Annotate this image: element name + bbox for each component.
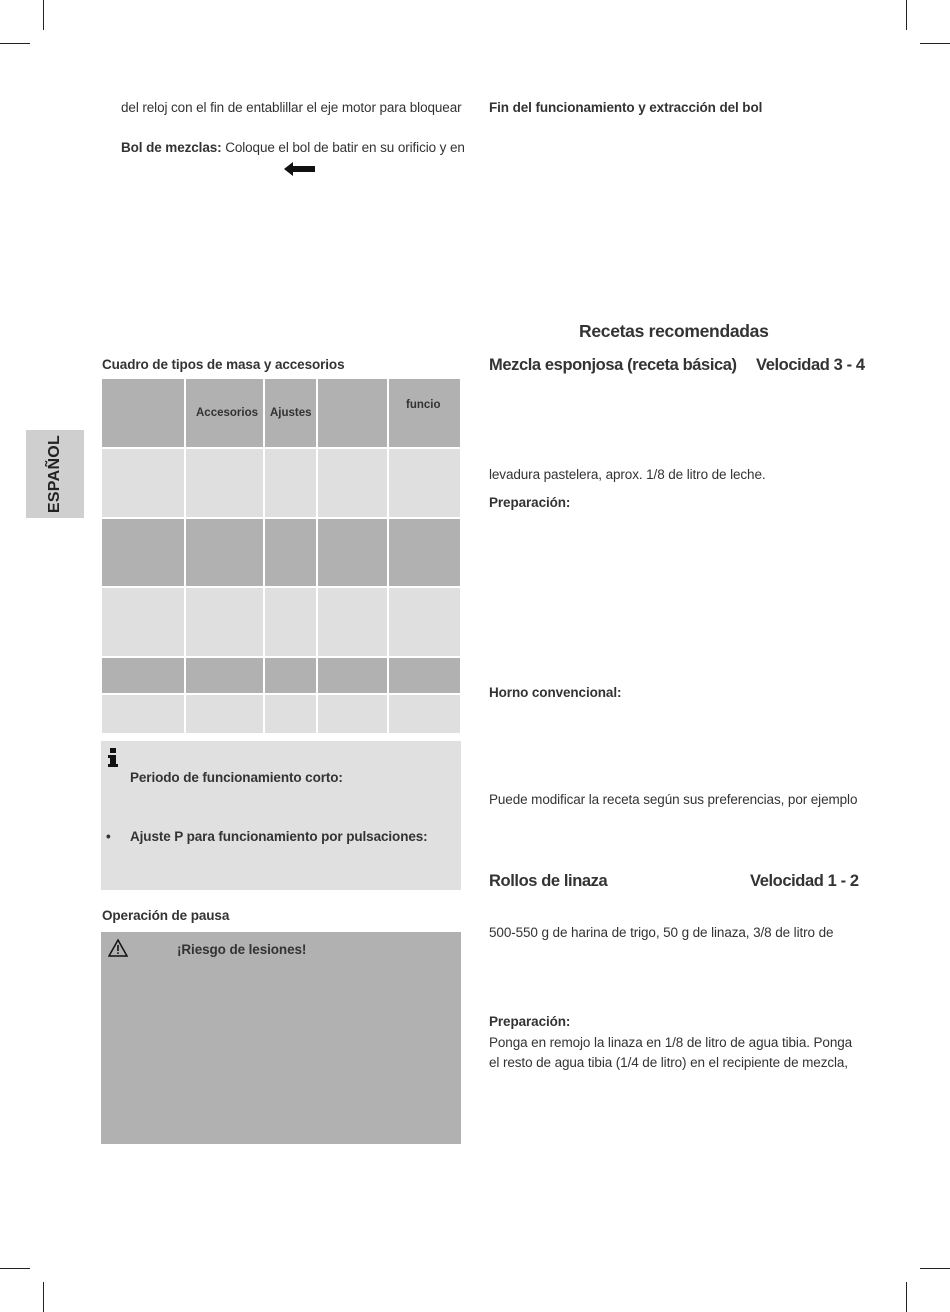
language-label: ESPAÑOL [46,434,63,514]
arrow-left-icon [284,162,316,176]
table-cell [389,658,460,693]
header-accesorios: Accesorios [196,407,259,419]
table-cell [389,588,460,656]
preparation-line: Ponga en remojo la linaza en 1/8 de litro de agua tibia. Ponga [489,1035,853,1050]
table-cell [186,588,263,656]
table-cell [186,449,263,517]
table-cell [318,588,387,656]
crop-mark [920,43,950,44]
table-cell [265,519,316,586]
chart-title: Cuadro de tipos de masa y accesorios [102,357,345,372]
info-box [101,741,461,890]
section-title: Fin del funcionamiento y extracción del bol [489,100,763,115]
table-cell [389,695,460,733]
header-funcio: funcio [406,399,441,411]
header-ajustes: Ajustes [270,407,312,419]
table-cell [102,588,184,656]
table-header-cell [389,379,460,447]
warning-title: ¡Riesgo de lesiones! [177,942,307,957]
table-cell [318,658,387,693]
modify-line: Puede modificar la receta según sus preferencias, por ejemplo [489,792,858,807]
preparation-label: Preparación: [489,495,571,510]
table-cell [102,449,184,517]
crop-mark [0,1268,30,1269]
recipe-name: Mezcla esponjosa (receta básica) [489,356,737,374]
table-cell [389,519,460,586]
crop-mark [43,1282,44,1312]
ingredients-line: 500-550 g de harina de trigo, 50 g de linaza, 3/8 de litro de [489,925,834,940]
table-header-cell [318,379,387,447]
table-cell [186,695,263,733]
table-cell [102,695,184,733]
crop-mark [906,1282,907,1312]
crop-mark [43,0,44,30]
table-cell [102,658,184,693]
bullet: • [106,829,111,844]
table-cell [318,519,387,586]
table-cell [186,519,263,586]
ingredients-line: levadura pastelera, aprox. 1/8 de litro de leche. [489,467,766,482]
table-cell [389,449,460,517]
warning-box [101,932,461,1144]
pause-title: Operación de pausa [102,908,230,923]
preparation-label: Preparación: [489,1014,571,1029]
table-cell [102,519,184,586]
paragraph-line: del reloj con el fin de entablillar el eje motor para bloquear [121,100,462,115]
info-icon [107,748,119,768]
recipe-speed: Velocidad 3 - 4 [756,356,865,374]
recipe-name: Rollos de linaza [489,872,608,890]
table-cell [318,449,387,517]
language-tab [26,430,84,518]
warning-triangle-icon [108,939,128,957]
info-title: Periodo de funcionamiento corto: [130,770,343,785]
crop-mark [920,1268,950,1269]
info-bullet-text: Ajuste P para funcionamiento por pulsaciones: [130,829,428,844]
dough-table [102,379,460,733]
table-cell [265,695,316,733]
table-header-cell [102,379,184,447]
table-cell [186,658,263,693]
bowl-paragraph [121,140,465,155]
recipe-speed: Velocidad 1 - 2 [750,872,859,890]
oven-label: Horno convencional: [489,685,622,700]
crop-mark [0,43,30,44]
recipes-title: Recetas recomendadas [579,321,769,341]
crop-mark [906,0,907,30]
preparation-line: el resto de agua tibia (1/4 de litro) en el recipiente de mezcla, [489,1055,848,1070]
bowl-text: Coloque el bol de batir en su orificio y en [221,140,465,155]
table-cell [265,658,316,693]
table-cell [318,695,387,733]
table-header-cell [265,379,316,447]
table-cell [265,588,316,656]
table-cell [265,449,316,517]
bowl-label: Bol de mezclas: [121,140,222,155]
table-header-cell [186,379,263,447]
